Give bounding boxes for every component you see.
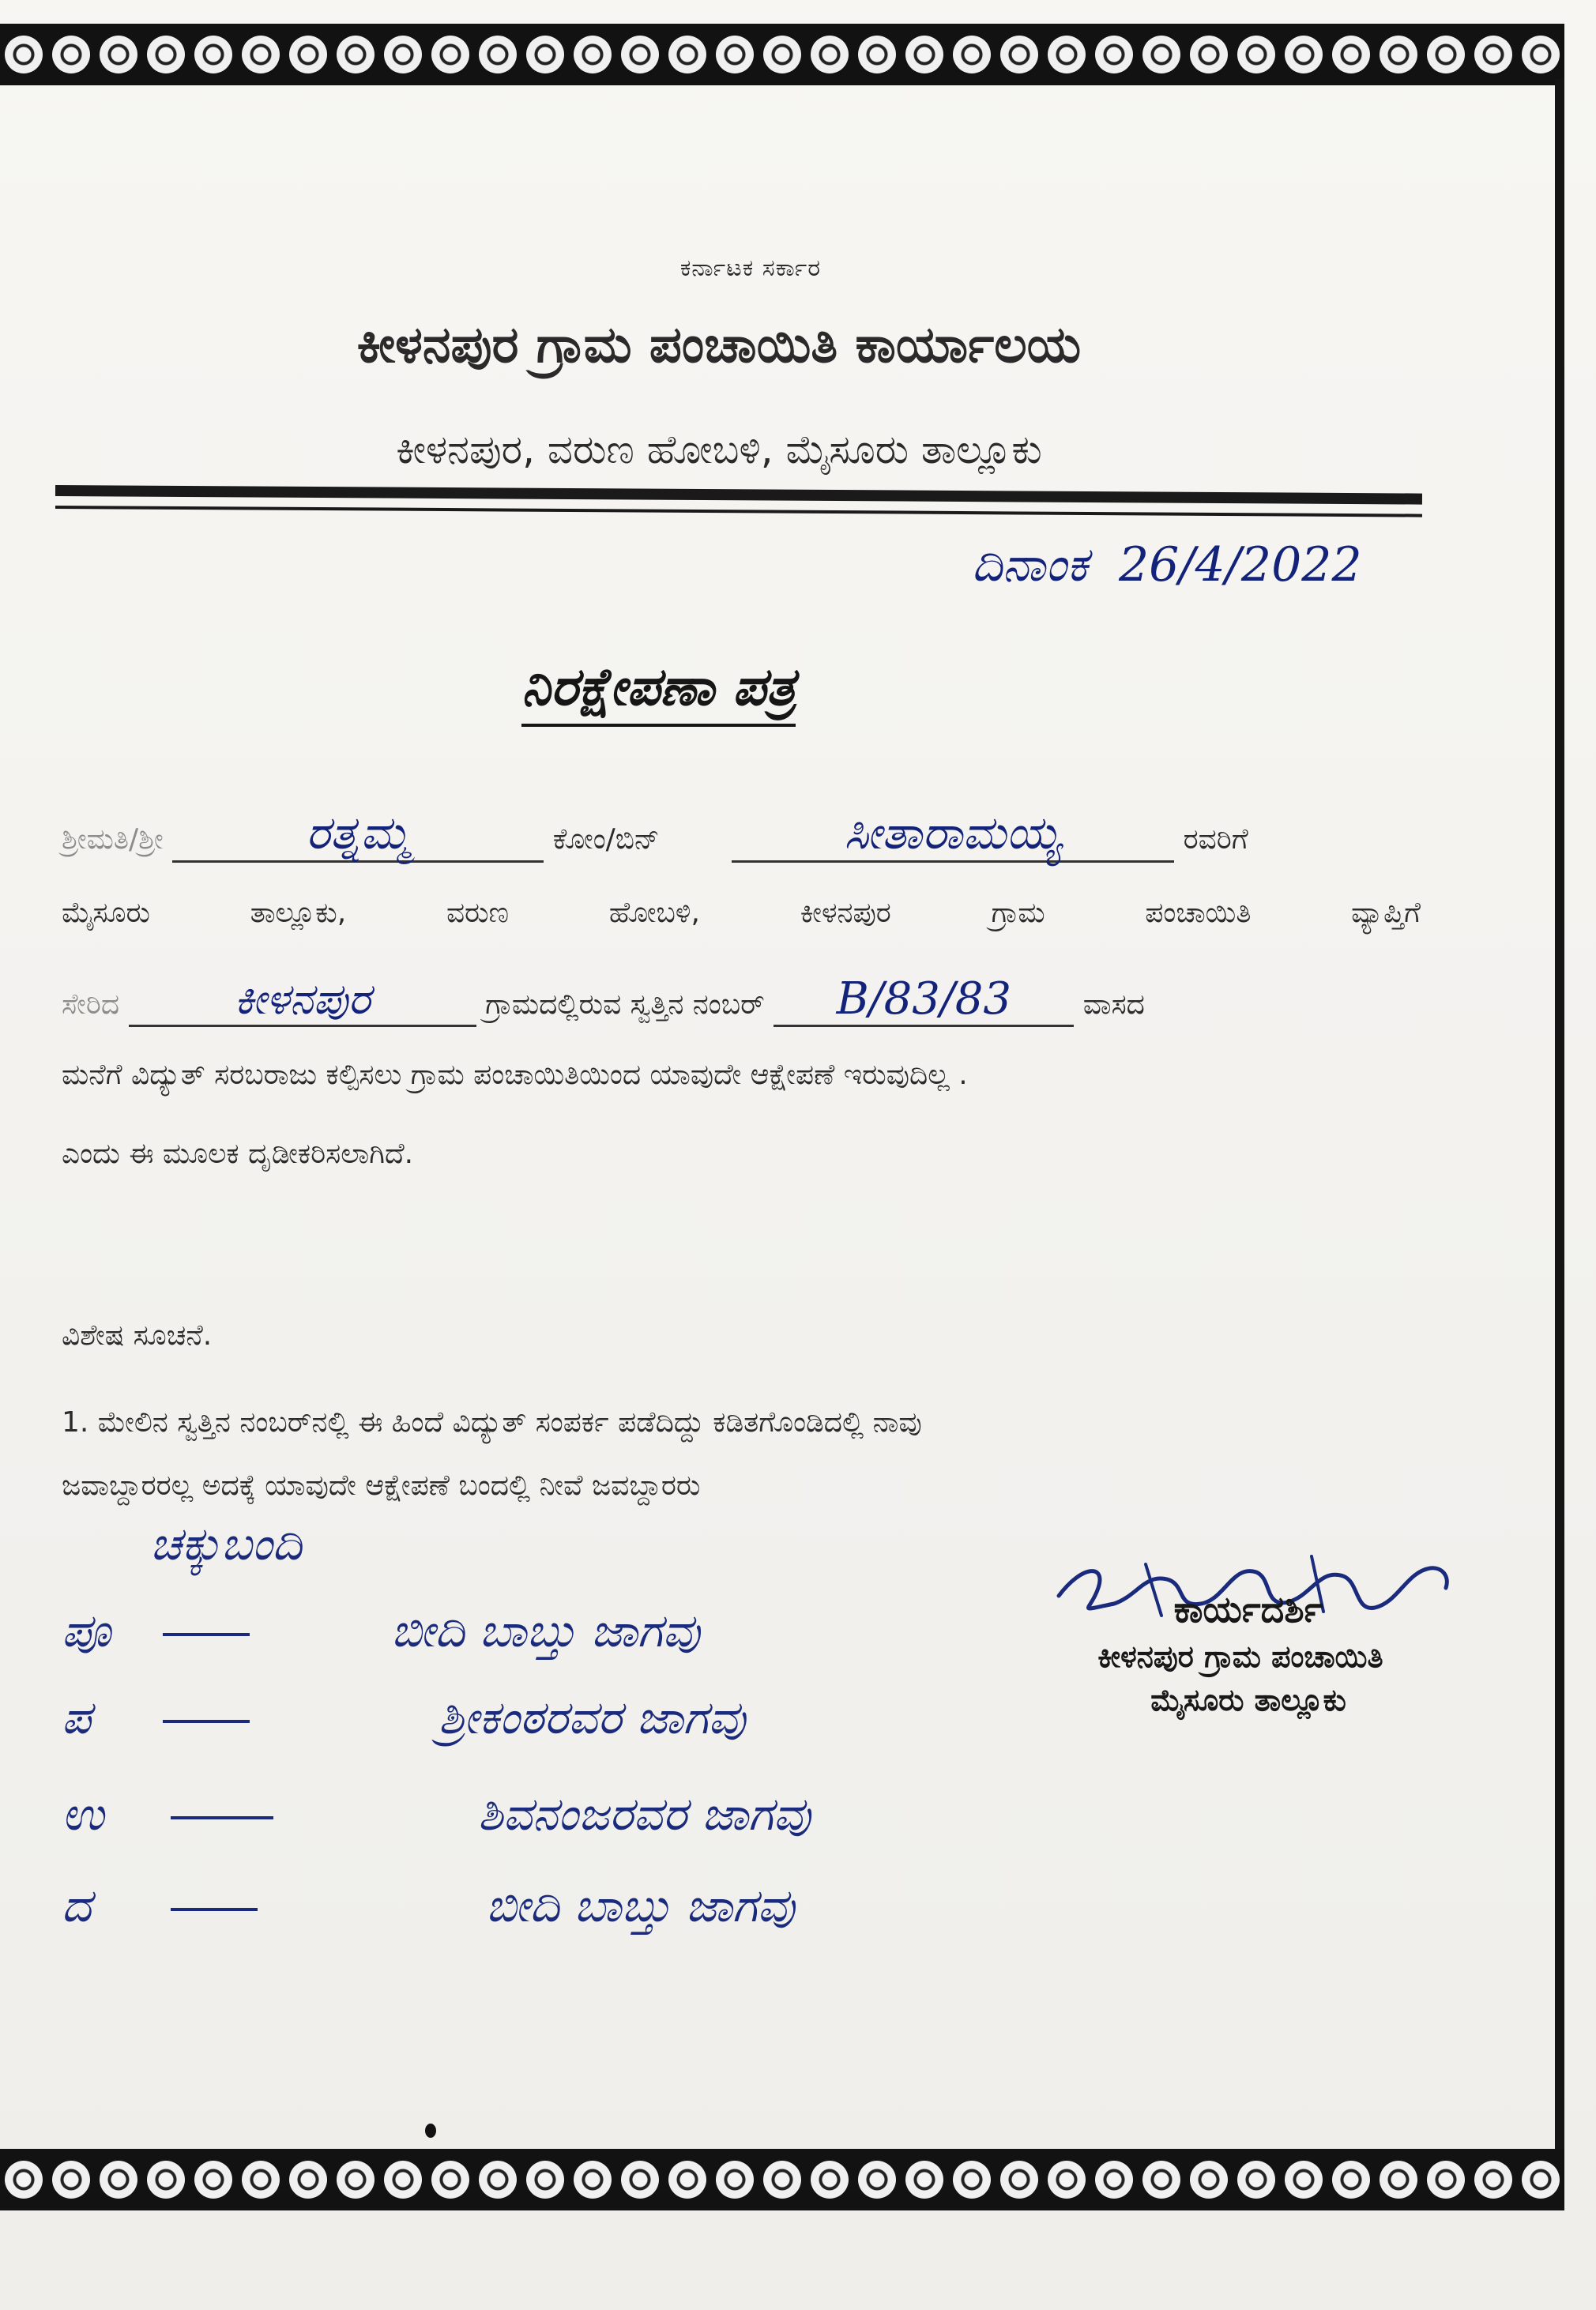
flower-icon xyxy=(621,2161,659,2199)
flower-icon xyxy=(1285,2161,1323,2199)
flower-icon xyxy=(1522,2161,1560,2199)
header-divider-thin xyxy=(55,506,1422,517)
flower-icon xyxy=(52,2161,90,2199)
flower-icon xyxy=(953,36,991,73)
father-name-field: ಸೀತಾರಾಮಯ್ಯ xyxy=(732,806,1174,863)
boundary-dash xyxy=(163,1633,250,1636)
body-line-5: ಎಂದು ಈ ಮೂಲಕ ದೃಡೀಕರಿಸಲಾಗಿದೆ. xyxy=(62,1138,414,1170)
flower-icon xyxy=(289,2161,327,2199)
property-number-field: B/83/83 xyxy=(774,973,1074,1027)
flower-icon xyxy=(1427,36,1465,73)
boundary-direction: ದ xyxy=(62,1879,92,1932)
boundary-row xyxy=(62,1604,700,1658)
flower-icon xyxy=(858,2161,896,2199)
flower-icon xyxy=(1474,2161,1512,2199)
flower-icon xyxy=(1095,36,1133,73)
flower-icon xyxy=(5,2161,43,2199)
document-title-wrap xyxy=(521,656,796,719)
flower-icon xyxy=(1190,2161,1228,2199)
flower-icon xyxy=(1380,2161,1417,2199)
boundary-dash xyxy=(171,1816,273,1819)
flower-icon xyxy=(479,2161,517,2199)
flower-icon xyxy=(621,36,659,73)
property-label: ಗ್ರಾಮದಲ್ಲಿರುವ ಸ್ವತ್ತಿನ ನಂಬರ್ xyxy=(485,988,765,1021)
right-border-rule xyxy=(1555,79,1564,2157)
flower-icon xyxy=(905,36,943,73)
note-heading: ವಿಶೇಷ ಸೂಚನೆ. xyxy=(62,1319,213,1352)
applicant-name-field: ರತ್ನಮ್ಮ xyxy=(172,806,544,863)
boundary-dash xyxy=(171,1908,258,1911)
flower-icon xyxy=(1474,36,1512,73)
body-line-4: ಮನೆಗೆ ವಿದ್ಯುತ್ ಸರಬರಾಜು ಕಲ್ಪಿಸಲು ಗ್ರಾಮ ಪಂಚಾಯಿತಿಯಿಂದ ಯಾವುದೇ ಆಕ್ಷೇಪಣೆ ಇರುವುದಿಲ್ಲ . xyxy=(62,1059,968,1091)
flower-icon xyxy=(668,36,706,73)
body-line-3 xyxy=(62,973,1145,1027)
header-divider-thick xyxy=(55,485,1422,505)
village-name-field: ಕೀಳನಪುರ xyxy=(129,974,476,1027)
flower-icon xyxy=(1237,36,1275,73)
flower-icon xyxy=(763,2161,801,2199)
flower-icon xyxy=(574,2161,612,2199)
date-field xyxy=(972,537,1362,593)
flower-icon xyxy=(1142,36,1180,73)
flower-icon xyxy=(147,36,185,73)
flower-icon xyxy=(5,36,43,73)
boundary-text: ಬೀದಿ ಬಾಬ್ತು ಜಾಗವು xyxy=(390,1604,700,1657)
date-value: 26/4/2022 xyxy=(1118,537,1362,593)
flower-icon xyxy=(242,36,280,73)
flower-icon xyxy=(1380,36,1417,73)
flower-icon xyxy=(337,2161,375,2199)
flower-icon xyxy=(1048,2161,1086,2199)
flower-icon xyxy=(668,2161,706,2199)
note-line-2: ಜವಾಬ್ದಾರರಲ್ಲ ಅದಕ್ಕೆ ಯಾವುದೇ ಆಕ್ಷೇಪಣೆ ಬಂದಲ್ಲಿ ನೀವೆ ಜವಬ್ದಾರರು xyxy=(62,1469,701,1502)
ink-dot xyxy=(425,2124,436,2138)
flower-icon xyxy=(431,36,469,73)
decorative-border-top xyxy=(0,24,1564,85)
boundary-text: ಶಿವನಂಜರವರ ಜಾಗವು xyxy=(477,1787,811,1841)
flower-icon xyxy=(384,2161,422,2199)
flower-icon xyxy=(479,36,517,73)
flower-icon xyxy=(526,2161,564,2199)
boundary-row xyxy=(62,1787,811,1842)
flower-icon xyxy=(905,2161,943,2199)
flower-icon xyxy=(1332,36,1370,73)
boundary-direction: ಉ xyxy=(62,1787,104,1841)
salutation-label: ಶ್ರೀಮತಿ/ಶ್ರೀ xyxy=(62,823,164,856)
date-label: ದಿನಾಂಕ xyxy=(972,537,1088,593)
flower-icon xyxy=(289,36,327,73)
government-label: ಕರ್ನಾಟಕ ಸರ್ಕಾರ xyxy=(679,254,822,282)
body-line-1 xyxy=(62,806,1248,863)
flower-icon xyxy=(242,2161,280,2199)
flower-icon xyxy=(1427,2161,1465,2199)
decorative-border-bottom xyxy=(0,2149,1564,2210)
flower-icon xyxy=(953,2161,991,2199)
flower-icon xyxy=(1285,36,1323,73)
flower-icon xyxy=(526,36,564,73)
flower-icon xyxy=(1000,36,1038,73)
flower-icon xyxy=(431,2161,469,2199)
seal-designation: ಕಾರ್ಯದರ್ಶಿ xyxy=(1173,1588,1323,1631)
residence-suffix: ವಾಸದ xyxy=(1082,988,1145,1021)
office-title: ಕೀಳನಪುರ ಗ್ರಾಮ ಪಂಚಾಯಿತಿ ಕಾರ್ಯಾಲಯ xyxy=(356,316,1082,374)
boundaries-heading: ಚಕ್ಕುಬಂದಿ xyxy=(150,1517,303,1571)
boundary-direction: ಪ xyxy=(62,1691,92,1744)
flower-icon xyxy=(716,36,754,73)
seal-taluk: ಮೈಸೂರು ತಾಲ್ಲೂಕು xyxy=(1150,1683,1346,1717)
flower-icon xyxy=(1000,2161,1038,2199)
flower-icon xyxy=(1190,36,1228,73)
boundary-text: ಶ್ರೀಕಂಠರವರ ಜಾಗವು xyxy=(438,1691,746,1744)
note-line-1: 1. ಮೇಲಿನ ಸ್ವತ್ತಿನ ನಂಬರ್‌ನಲ್ಲಿ ಈ ಹಿಂದೆ ವಿದ್ಯುತ್ ಸಂಪರ್ಕ ಪಡೆದಿದ್ದು ಕಡಿತಗೊಂಡಿದಲ್ಲಿ ನಾವು xyxy=(62,1406,922,1439)
seal-panchayat: ಕೀಳನಪುರ ಗ್ರಾಮ ಪಂಚಾಯಿತಿ xyxy=(1097,1639,1383,1674)
flower-icon xyxy=(100,36,137,73)
flower-icon xyxy=(100,2161,137,2199)
document-title: ನಿರಕ್ಷೇಪಣಾ ಪತ್ರ xyxy=(521,656,796,727)
flower-icon xyxy=(1522,36,1560,73)
recipient-suffix: ರವರಿಗೆ xyxy=(1183,823,1248,856)
flower-icon xyxy=(811,36,849,73)
flower-icon xyxy=(384,36,422,73)
boundary-dash xyxy=(163,1720,250,1723)
flower-icon xyxy=(858,36,896,73)
flower-icon xyxy=(1237,2161,1275,2199)
flower-icon xyxy=(1332,2161,1370,2199)
flower-icon xyxy=(194,2161,232,2199)
flower-icon xyxy=(1048,36,1086,73)
flower-icon xyxy=(147,2161,185,2199)
flower-icon xyxy=(763,36,801,73)
boundary-text: ಬೀದಿ ಬಾಬ್ತು ಜಾಗವು xyxy=(485,1879,795,1932)
flower-icon xyxy=(1142,2161,1180,2199)
flower-icon xyxy=(811,2161,849,2199)
flower-icon xyxy=(337,36,375,73)
boundary-row xyxy=(62,1691,746,1745)
flower-icon xyxy=(1095,2161,1133,2199)
flower-icon xyxy=(194,36,232,73)
boundary-row xyxy=(62,1879,795,1933)
belonging-label: ಸೇರಿದ xyxy=(62,988,120,1021)
office-address: ಕೀಳನಪುರ, ವರುಣ ಹೋಬಳಿ, ಮೈಸೂರು ತಾಲ್ಲೂಕು xyxy=(396,427,1042,472)
flower-icon xyxy=(574,36,612,73)
relation-label: ಕೋಂ/ಬಿನ್ xyxy=(552,823,660,856)
boundary-direction: ಪೂ xyxy=(62,1604,111,1657)
flower-icon xyxy=(716,2161,754,2199)
body-line-2: ಮೈಸೂರು ತಾಲ್ಲೂಕು, ವರುಣ ಹೋಬಳಿ, ಕೀಳನಪುರ ಗ್ರಾಮ ಪಂಚಾಯಿತಿ ವ್ಯಾಪ್ತಿಗೆ xyxy=(62,897,1421,929)
flower-icon xyxy=(52,36,90,73)
